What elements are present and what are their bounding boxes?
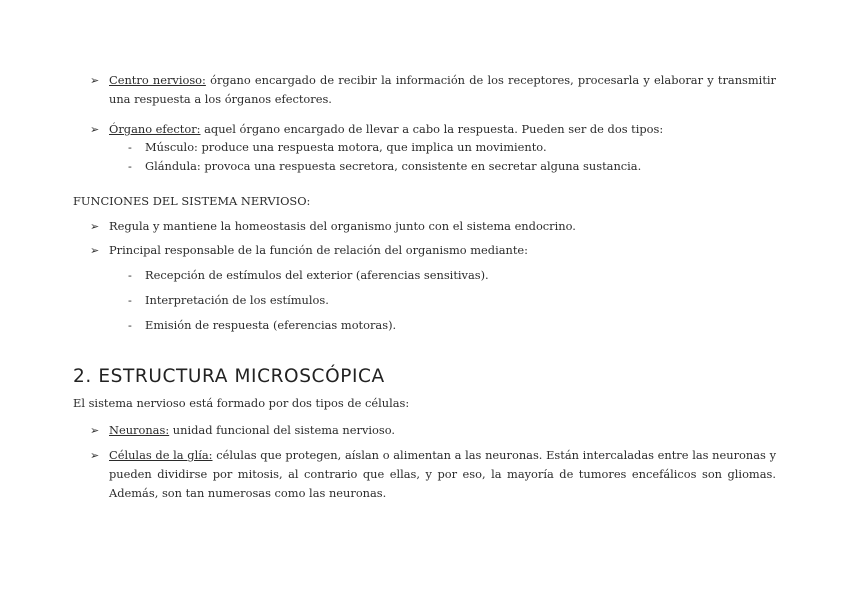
- definition-organo-efector: aquel órgano encargado de llevar a cabo la respuesta. Pueden ser de dos tipos:: [200, 122, 664, 136]
- bullet-text: [109, 446, 776, 503]
- sub-item-text: Músculo: produce una respuesta motora, que implica un movimiento.: [145, 140, 547, 154]
- bullet-funcion-homeostasis: [90, 217, 776, 236]
- bullet-organo-efector: [90, 120, 776, 139]
- bullet-text: [109, 71, 776, 109]
- dash-bullet: -: [128, 159, 132, 173]
- definition-neuronas: unidad funcional del sistema nervioso.: [169, 423, 396, 437]
- sub-item-text: Recepción de estímulos del exterior (aferencias sensitivas).: [145, 268, 489, 282]
- arrow-bullet-icon: ➢: [90, 220, 100, 233]
- arrow-bullet-icon: ➢: [90, 123, 100, 136]
- sub-item-glandula: [128, 157, 768, 176]
- sub-item-interpretacion: [128, 291, 768, 310]
- bullet-centro-nervioso: [90, 71, 776, 109]
- dash-bullet: -: [128, 318, 132, 332]
- arrow-bullet-icon: ➢: [90, 449, 100, 462]
- term-neuronas: Neuronas:: [109, 423, 170, 437]
- dash-bullet: -: [128, 268, 132, 282]
- bullet-text: Regula y mantiene la homeostasis del organismo junto con el sistema endocrino.: [109, 219, 576, 233]
- definition-centro-nervioso: órgano encargado de recibir la información de los receptores, procesarla y elaborar y transmitir una respuesta a los órganos efectores.: [109, 73, 776, 106]
- dash-bullet: -: [128, 140, 132, 154]
- arrow-bullet-icon: ➢: [90, 424, 100, 437]
- section-title: 2. ESTRUCTURA MICROSCÓPICA: [73, 366, 385, 387]
- bullet-text: [109, 120, 776, 139]
- term-celulas-glia: Células de la glía:: [109, 448, 213, 462]
- arrow-bullet-icon: ➢: [90, 244, 100, 257]
- sub-item-musculo: [128, 138, 768, 157]
- sub-item-recepcion: [128, 266, 768, 285]
- sub-item-text: Emisión de respuesta (eferencias motoras).: [145, 318, 397, 332]
- sub-item-text: Interpretación de los estímulos.: [145, 293, 329, 307]
- bullet-text: [109, 421, 776, 440]
- term-organo-efector: Órgano efector:: [109, 122, 201, 136]
- sub-item-text: Glándula: provoca una respuesta secretora, consistente en secretar alguna sustancia.: [145, 159, 642, 173]
- bullet-text: Principal responsable de la función de relación del organismo mediante:: [109, 243, 528, 257]
- sub-item-emision: [128, 316, 768, 335]
- section-intro: El sistema nervioso está formado por dos tipos de células:: [73, 396, 410, 410]
- dash-bullet: -: [128, 293, 132, 307]
- bullet-funcion-relacion: [90, 241, 776, 260]
- arrow-bullet-icon: ➢: [90, 74, 100, 87]
- funciones-heading: FUNCIONES DEL SISTEMA NERVIOSO:: [73, 194, 311, 208]
- bullet-neuronas: [90, 421, 776, 440]
- term-centro-nervioso: Centro nervioso:: [109, 73, 206, 87]
- definition-celulas-glia: células que protegen, aíslan o alimentan a las neuronas. Están intercaladas entre las neuronas y pueden dividirse por mitosis, al contrario que ellas, y por eso, la mayoría de tumores encefálicos son gliomas. Además, son tan numerosas como las neuronas.: [109, 448, 777, 500]
- bullet-celulas-glia: [90, 446, 776, 503]
